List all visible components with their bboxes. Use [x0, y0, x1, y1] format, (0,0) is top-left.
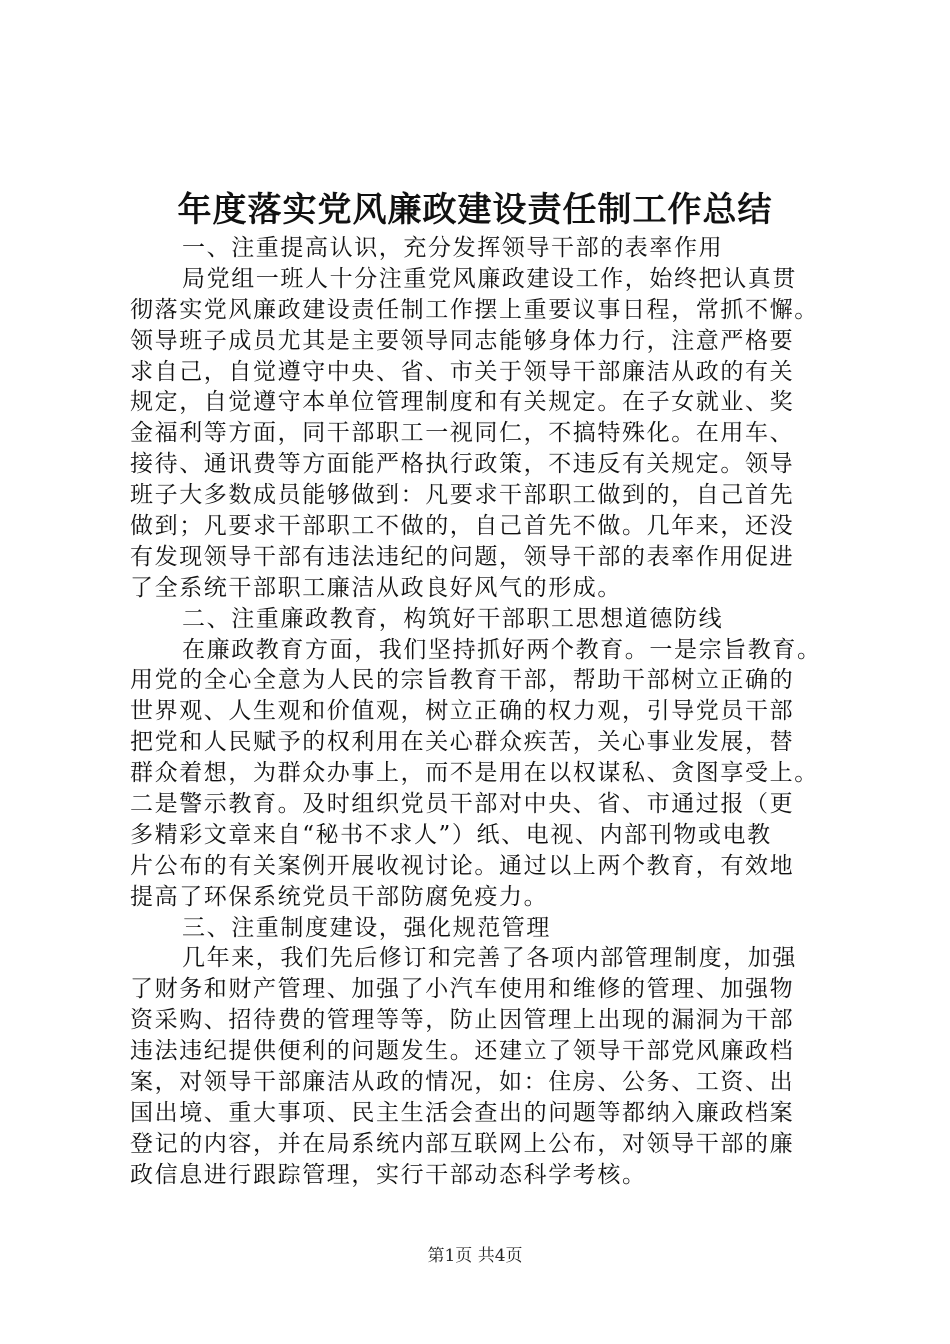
text-line: 提高了环保系统党员干部防腐免疫力。: [130, 883, 549, 910]
document-body: [130, 233, 842, 1191]
document-title: 年度落实党风廉政建设责任制工作总结: [177, 190, 773, 230]
paragraph-start-line: 二、注重廉政教育，构筑好干部职工思想道德防线: [182, 605, 724, 632]
text-line: 有发现领导干部有违法违纪的问题，领导干部的表率作用促进: [130, 543, 795, 570]
paragraph-start-line: 几年来，我们先后修订和完善了各项内部管理制度，加强: [182, 945, 797, 972]
text-line: 违法违纪提供便利的问题发生。还建立了领导干部党风廉政档: [130, 1038, 795, 1065]
text-line: 班子大多数成员能够做到：凡要求干部职工做到的，自己首先: [130, 482, 795, 509]
text-line: 资采购、招待费的管理等等，防止因管理上出现的漏洞为干部: [130, 1007, 795, 1034]
text-line: 领导班子成员尤其是主要领导同志能够身体力行，注意严格要: [130, 327, 795, 354]
paragraph-start-line: 三、注重制度建设，强化规范管理: [182, 914, 551, 941]
text-line: 片公布的有关案例开展收视讨论。通过以上两个教育，有效地: [130, 852, 795, 879]
text-line: 国出境、重大事项、民主生活会查出的问题等都纳入廉政档案: [130, 1099, 795, 1126]
text-line: 求自己，自觉遵守中央、省、市关于领导干部廉洁从政的有关: [130, 358, 795, 385]
text-line: 接待、通讯费等方面能严格执行政策，不违反有关规定。领导: [130, 451, 795, 478]
text-line: 了财务和财产管理、加强了小汽车使用和维修的管理、加强物: [130, 976, 795, 1003]
text-line: 世界观、人生观和价值观，树立正确的权力观，引导党员干部: [130, 698, 795, 725]
text-line: 彻落实党风廉政建设责任制工作摆上重要议事日程，常抓不懈。: [130, 296, 819, 323]
paragraph-start-line: 一、注重提高认识，充分发挥领导干部的表率作用: [182, 235, 724, 261]
text-line: 金福利等方面，同干部职工一视同仁，不搞特殊化。在用车、: [130, 420, 795, 447]
text-line: 多精彩文章来自“秘书不求人”）纸、电视、内部刊物或电教: [130, 821, 772, 848]
text-line: 用党的全心全意为人民的宗旨教育干部，帮助干部树立正确的: [130, 667, 795, 694]
text-line: 了全系统干部职工廉洁从政良好风气的形成。: [130, 574, 622, 601]
text-line: 案，对领导干部廉洁从政的情况，如：住房、公务、工资、出: [130, 1069, 795, 1096]
text-line: 政信息进行跟踪管理，实行干部动态科学考核。: [130, 1161, 647, 1188]
text-line: 把党和人民赋予的权利用在关心群众疾苦，关心事业发展，替: [130, 729, 795, 756]
text-line: 做到；凡要求干部职工不做的，自己首先不做。几年来，还没: [130, 513, 795, 540]
paragraph-start-line: 局党组一班人十分注重党风廉政建设工作，始终把认真贯: [182, 265, 797, 292]
page-footer: 第1页 共4页: [427, 1246, 523, 1266]
paragraph-start-line: 在廉政教育方面，我们坚持抓好两个教育。一是宗旨教育。: [182, 636, 822, 663]
text-line: 群众着想，为群众办事上，而不是用在以权谋私、贪图享受上。: [130, 760, 819, 787]
text-line: 规定，自觉遵守本单位管理制度和有关规定。在子女就业、奖: [130, 389, 795, 416]
text-line: 二是警示教育。及时组织党员干部对中央、省、市通过报（更: [130, 791, 795, 818]
text-line: 登记的内容，并在局系统内部互联网上公布，对领导干部的廉: [130, 1130, 795, 1157]
